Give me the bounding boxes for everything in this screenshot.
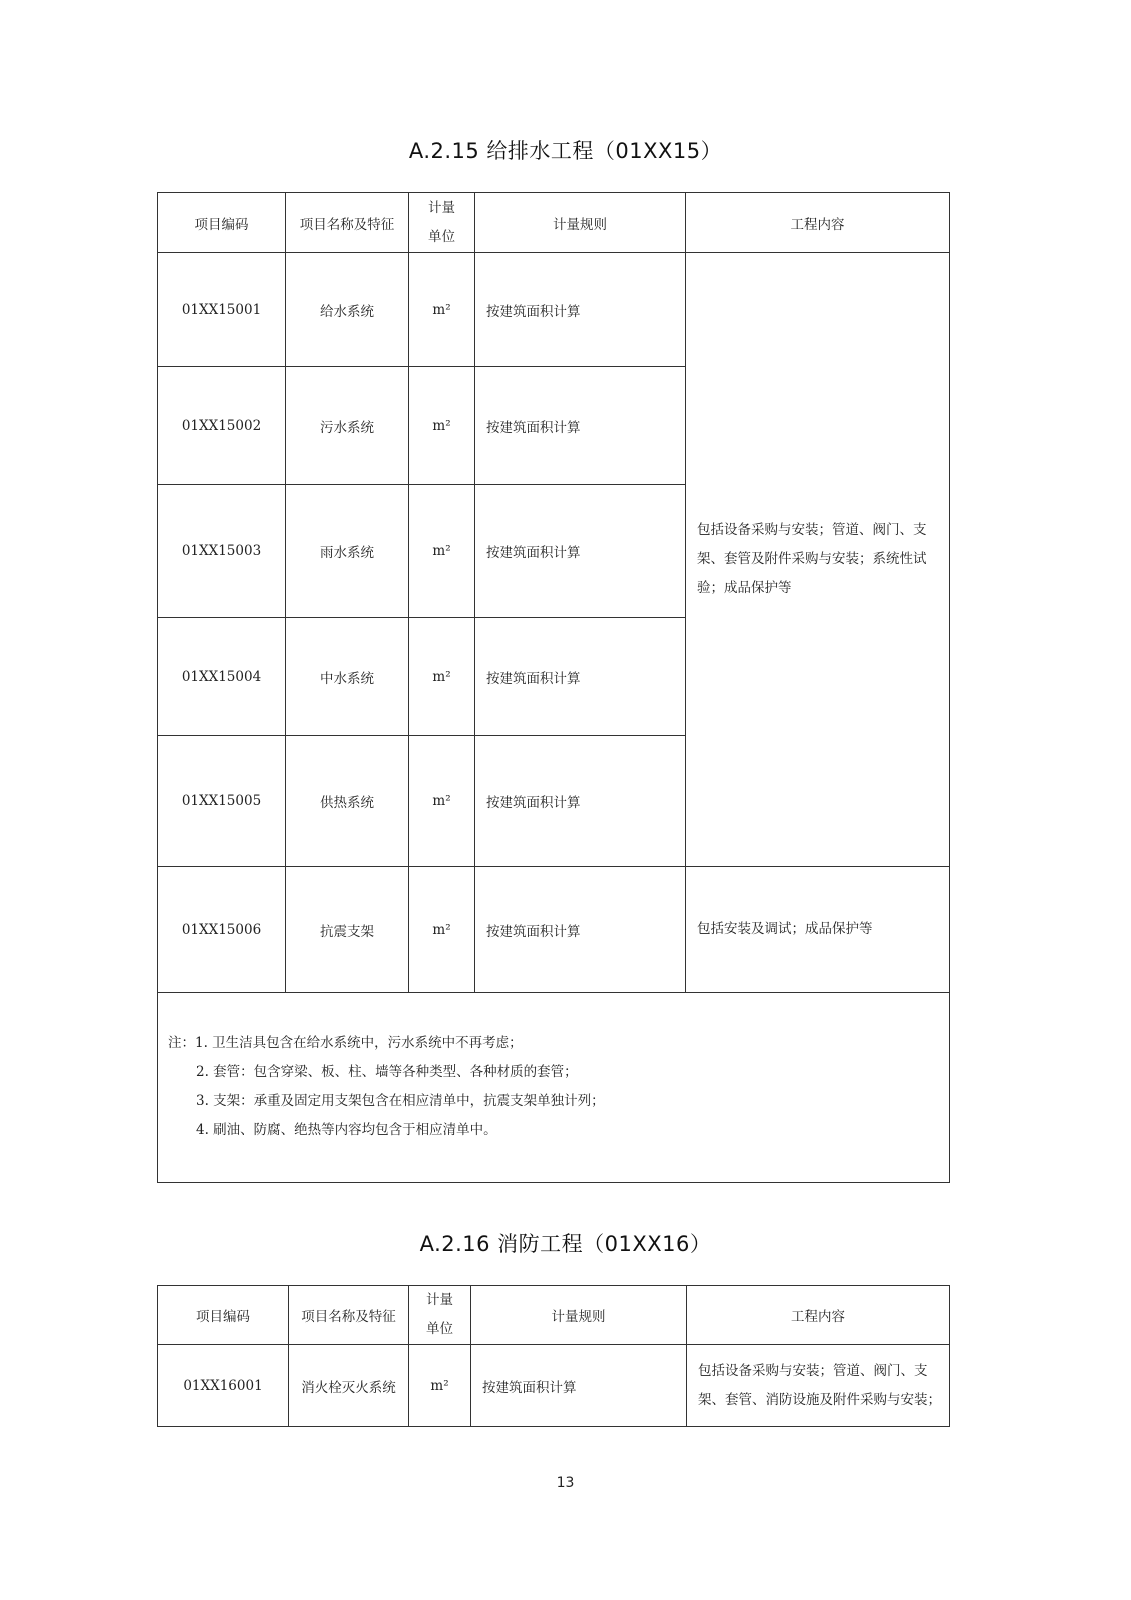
header-unit-line2: 单位 [426, 1321, 453, 1337]
section-title-fire: A.2.16 消防工程（01XX16） [419, 1232, 712, 1256]
header-rule: 计量规则 [471, 1286, 687, 1345]
page-number: 13 [556, 1475, 575, 1491]
header-unit [409, 1286, 471, 1345]
row-unit: m² [409, 736, 475, 867]
header-unit-line2: 单位 [428, 228, 455, 245]
header-unit-line1: 计量 [426, 1292, 453, 1308]
table-row [158, 253, 950, 367]
content-line: 包括设备采购与安装；管道、阀门、支 [698, 1362, 928, 1379]
row-unit: m² [409, 1345, 471, 1427]
notes-cell [158, 993, 950, 1183]
row-rule: 按建筑面积计算 [475, 367, 686, 485]
row-code: 01XX15002 [158, 367, 286, 485]
row-code: 01XX15005 [158, 736, 286, 867]
row-name: 雨水系统 [286, 485, 409, 618]
header-content: 工程内容 [687, 1286, 950, 1345]
row-rule: 按建筑面积计算 [475, 253, 686, 367]
row-rule: 按建筑面积计算 [475, 867, 686, 993]
header-name: 项目名称及特征 [289, 1286, 409, 1345]
section-title-water: A.2.15 给排水工程（01XX15） [408, 139, 723, 163]
table-row [158, 867, 950, 993]
header-code: 项目编码 [158, 1286, 289, 1345]
water-drainage-table [157, 192, 950, 1183]
row-content [687, 1345, 950, 1427]
merged-content-cell [686, 253, 950, 867]
notes-row [158, 993, 950, 1183]
row-name: 供热系统 [286, 736, 409, 867]
note-line: 注：1. 卫生洁具包含在给水系统中，污水系统中不再考虑； [168, 1035, 523, 1051]
content-line: 架、套管、消防设施及附件采购与安装； [698, 1391, 941, 1408]
content-line: 包括设备采购与安装；管道、阀门、支 [697, 522, 927, 538]
row-name: 抗震支架 [286, 867, 409, 993]
table-header-row [158, 193, 950, 253]
row-name: 中水系统 [286, 618, 409, 736]
table-row [158, 1345, 950, 1427]
row-code: 01XX16001 [158, 1345, 289, 1427]
header-rule: 计量规则 [475, 193, 686, 253]
row-rule: 按建筑面积计算 [475, 618, 686, 736]
row-code: 01XX15001 [158, 253, 286, 367]
fire-protection-table [157, 1285, 950, 1427]
header-unit [409, 193, 475, 253]
header-content: 工程内容 [686, 193, 950, 253]
row-code: 01XX15006 [158, 867, 286, 993]
note-line: 3. 支架：承重及固定用支架包含在相应清单中，抗震支架单独计列； [196, 1093, 605, 1109]
row-unit: m² [409, 867, 475, 993]
note-line: 4. 刷油、防腐、绝热等内容均包含于相应清单中。 [196, 1122, 497, 1138]
header-code: 项目编码 [158, 193, 286, 253]
row-code: 01XX15004 [158, 618, 286, 736]
header-unit-line1: 计量 [428, 199, 455, 216]
row-unit: m² [409, 485, 475, 618]
row-content: 包括安装及调试；成品保护等 [686, 867, 950, 993]
content-line: 架、套管及附件采购与安装；系统性试 [697, 551, 927, 567]
row-unit: m² [409, 253, 475, 367]
row-rule: 按建筑面积计算 [475, 736, 686, 867]
row-code: 01XX15003 [158, 485, 286, 618]
row-name: 给水系统 [286, 253, 409, 367]
header-name: 项目名称及特征 [286, 193, 409, 253]
row-rule: 按建筑面积计算 [475, 485, 686, 618]
content-line: 验；成品保护等 [697, 580, 792, 596]
row-unit: m² [409, 367, 475, 485]
row-name: 消火栓灭火系统 [289, 1345, 409, 1427]
row-name: 污水系统 [286, 367, 409, 485]
note-line: 2. 套管：包含穿梁、板、柱、墙等各种类型、各种材质的套管； [196, 1064, 578, 1080]
row-rule: 按建筑面积计算 [471, 1345, 687, 1427]
table-header-row [158, 1286, 950, 1345]
row-unit: m² [409, 618, 475, 736]
